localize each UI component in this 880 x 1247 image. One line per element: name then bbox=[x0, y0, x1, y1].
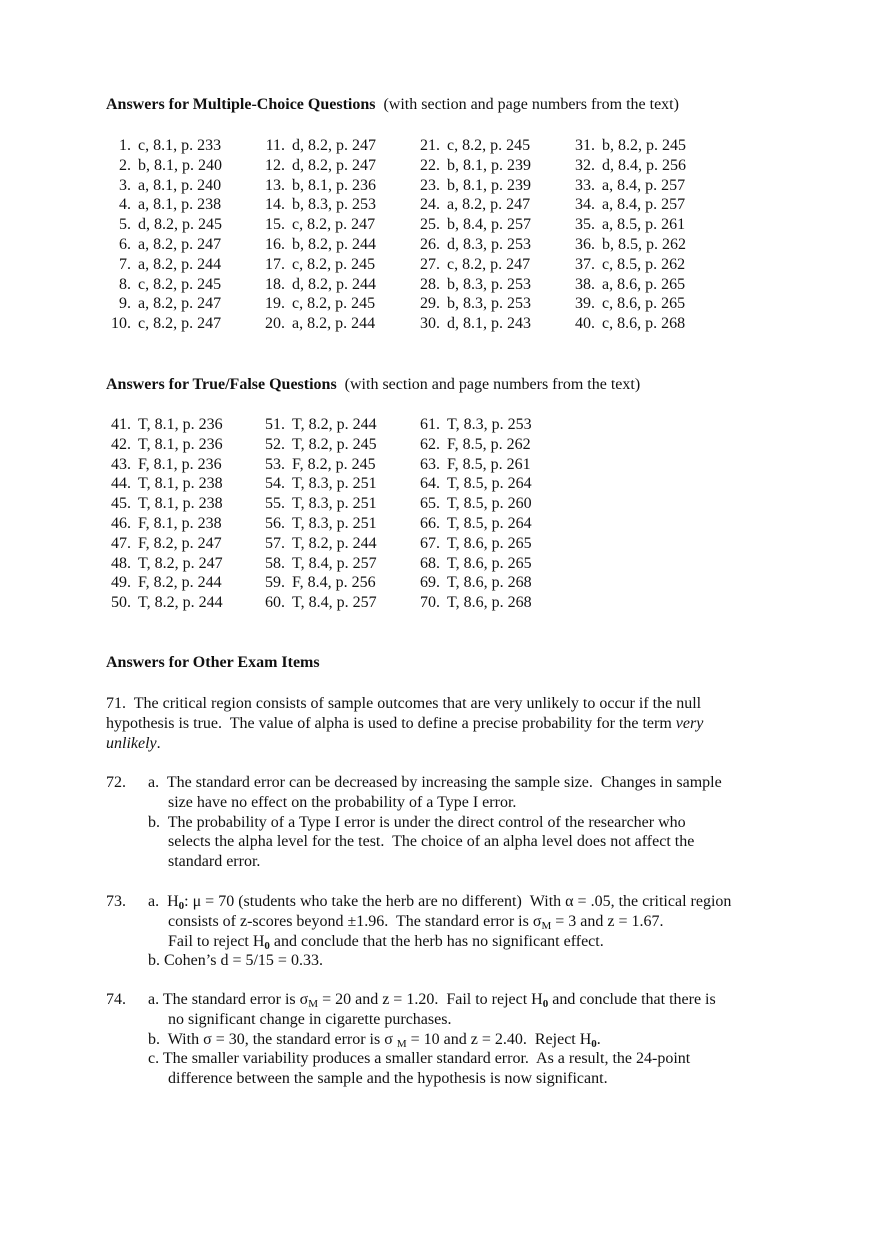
question-number: 50. bbox=[111, 594, 131, 612]
answer-text: a, 8.4, p. 257 bbox=[602, 176, 686, 194]
question-number: 65. bbox=[420, 495, 440, 513]
text-segment: a. The standard error can be decreased by increasing the sample size. Changes in sample bbox=[148, 774, 722, 791]
question-number: 48. bbox=[111, 554, 131, 572]
subscript: 0 bbox=[591, 1037, 597, 1050]
answer-text: F, 8.2, p. 247 bbox=[138, 534, 222, 552]
answer-row bbox=[570, 314, 686, 334]
text-segment: a. H bbox=[148, 893, 179, 910]
item-number: 74. bbox=[106, 991, 126, 1008]
answer-row bbox=[260, 474, 377, 494]
question-number: 69. bbox=[420, 574, 440, 592]
answer-text: F, 8.5, p. 262 bbox=[447, 435, 531, 453]
question-number: 14. bbox=[265, 196, 285, 214]
answer-text: T, 8.2, p. 244 bbox=[138, 594, 223, 612]
answer-row bbox=[260, 593, 377, 613]
text-segment: Fail to reject H bbox=[168, 932, 265, 950]
answer-text: a, 8.6, p. 265 bbox=[602, 275, 686, 293]
question-number: 42. bbox=[111, 435, 131, 453]
answer-text: d, 8.2, p. 247 bbox=[292, 156, 376, 174]
item-line bbox=[106, 852, 722, 872]
answer-text: c, 8.5, p. 262 bbox=[602, 255, 686, 273]
answer-text: b, 8.3, p. 253 bbox=[447, 295, 531, 313]
question-number: 20. bbox=[265, 315, 285, 333]
answer-row bbox=[106, 455, 223, 475]
text-segment: size have no effect on the probability of a Type I error. bbox=[168, 793, 517, 811]
text-segment: standard error. bbox=[168, 853, 261, 871]
subscript: 0 bbox=[542, 998, 549, 1010]
answer-text: F, 8.2, p. 245 bbox=[292, 455, 376, 473]
answer-text: T, 8.4, p. 257 bbox=[292, 554, 377, 572]
answer-text: c, 8.2, p. 245 bbox=[447, 137, 531, 154]
item-line bbox=[106, 1030, 716, 1050]
answer-text: T, 8.6, p. 268 bbox=[447, 594, 532, 612]
answer-text: a, 8.2, p. 247 bbox=[138, 235, 222, 253]
question-number: 22. bbox=[420, 156, 440, 174]
subscript: M bbox=[541, 919, 552, 932]
answer-text: d, 8.2, p. 244 bbox=[292, 275, 376, 293]
answer-text: F, 8.4, p. 256 bbox=[292, 574, 376, 592]
answer-row bbox=[260, 136, 376, 156]
text-segment: no significant change in cigarette purchases. bbox=[168, 1010, 452, 1028]
paragraph-line bbox=[106, 714, 703, 734]
text-segment: . bbox=[156, 734, 161, 752]
answer-item bbox=[106, 990, 716, 1089]
answer-row bbox=[106, 195, 222, 215]
answer-text: T, 8.3, p. 251 bbox=[292, 475, 377, 493]
answer-row bbox=[106, 593, 223, 613]
answer-text: T, 8.2, p. 245 bbox=[292, 435, 377, 453]
answer-row bbox=[415, 235, 531, 255]
answer-text: T, 8.5, p. 264 bbox=[447, 514, 532, 532]
answer-text: a, 8.2, p. 247 bbox=[447, 196, 531, 214]
answer-text: c, 8.2, p. 247 bbox=[138, 315, 222, 333]
question-number: 2. bbox=[119, 156, 131, 174]
answer-item bbox=[106, 892, 731, 971]
answer-row bbox=[415, 195, 531, 215]
tf-heading bbox=[106, 375, 640, 395]
item-line bbox=[106, 832, 722, 852]
item-line bbox=[106, 1010, 716, 1030]
answer-text: c, 8.2, p. 245 bbox=[292, 295, 376, 313]
question-number: 32. bbox=[575, 156, 595, 174]
answer-row bbox=[106, 136, 222, 156]
answer-text: a, 8.2, p. 247 bbox=[138, 295, 222, 313]
answer-text: T, 8.1, p. 238 bbox=[138, 495, 223, 513]
mc-column bbox=[260, 136, 376, 334]
answer-row bbox=[415, 514, 532, 534]
subscript: 0 bbox=[264, 939, 270, 952]
question-number: 55. bbox=[265, 495, 285, 513]
item-line bbox=[106, 951, 731, 971]
text-segment: b. The probability of a Type I error is under the direct control of the researcher who bbox=[148, 813, 686, 831]
answer-text: b, 8.1, p. 239 bbox=[447, 156, 531, 174]
other-heading: Answers for Other Exam Items bbox=[106, 654, 320, 671]
question-number: 18. bbox=[265, 275, 285, 293]
answer-row bbox=[260, 195, 376, 215]
text-segment: = 20 and z = 1.20. Fail to reject H bbox=[318, 991, 543, 1008]
answer-row bbox=[260, 294, 376, 314]
answer-row bbox=[570, 136, 686, 156]
question-number: 4. bbox=[119, 196, 131, 214]
item-number: 72. bbox=[106, 774, 126, 791]
answer-row bbox=[260, 275, 376, 295]
answer-text: c, 8.2, p. 245 bbox=[138, 275, 222, 293]
text-segment: and conclude that the herb has no significant effect. bbox=[269, 932, 604, 950]
answer-row bbox=[570, 215, 686, 235]
mc-heading-title: Answers for Multiple-Choice Questions bbox=[106, 96, 376, 113]
question-number: 15. bbox=[265, 216, 285, 234]
answer-row bbox=[106, 275, 222, 295]
answer-text: a, 8.4, p. 257 bbox=[602, 196, 686, 214]
answer-text: b, 8.2, p. 245 bbox=[602, 137, 686, 154]
answer-row bbox=[260, 455, 377, 475]
answer-text: b, 8.4, p. 257 bbox=[447, 216, 531, 234]
answer-row bbox=[415, 435, 532, 455]
answer-row bbox=[415, 415, 532, 435]
italic-text: unlikely bbox=[106, 734, 157, 752]
question-number: 64. bbox=[420, 475, 440, 493]
answer-row bbox=[106, 235, 222, 255]
answer-text: F, 8.2, p. 244 bbox=[138, 574, 222, 592]
item-71 bbox=[106, 694, 703, 753]
question-number: 59. bbox=[265, 574, 285, 592]
question-number: 36. bbox=[575, 235, 595, 253]
answer-row bbox=[106, 435, 223, 455]
answer-row bbox=[260, 156, 376, 176]
question-number: 19. bbox=[265, 295, 285, 313]
tf-column bbox=[415, 415, 532, 613]
question-number: 47. bbox=[111, 534, 131, 552]
question-number: 1. bbox=[119, 137, 131, 154]
text-segment: 71. The critical region consists of sample outcomes that are very unlikely to occur if the null bbox=[106, 695, 702, 712]
answer-row bbox=[260, 235, 376, 255]
answer-row bbox=[415, 534, 532, 554]
answer-row bbox=[570, 235, 686, 255]
answer-text: c, 8.2, p. 245 bbox=[292, 255, 376, 273]
question-number: 41. bbox=[111, 416, 131, 433]
text-segment: b. With σ = 30, the standard error is σ bbox=[148, 1030, 397, 1048]
question-number: 33. bbox=[575, 176, 595, 194]
item-line bbox=[106, 1069, 716, 1089]
answer-row bbox=[106, 176, 222, 196]
item-line bbox=[106, 990, 716, 1010]
answer-text: b, 8.1, p. 236 bbox=[292, 176, 376, 194]
answer-row bbox=[415, 573, 532, 593]
answer-text: d, 8.2, p. 247 bbox=[292, 137, 376, 154]
question-number: 3. bbox=[119, 176, 131, 194]
answer-text: d, 8.2, p. 245 bbox=[138, 216, 222, 234]
question-number: 60. bbox=[265, 594, 285, 612]
answer-text: d, 8.3, p. 253 bbox=[447, 235, 531, 253]
text-segment: = 10 and z = 2.40. Reject H bbox=[406, 1030, 592, 1048]
question-number: 63. bbox=[420, 455, 440, 473]
text-segment: difference between the sample and the hypothesis is now significant. bbox=[168, 1070, 608, 1088]
answer-text: T, 8.1, p. 236 bbox=[138, 435, 223, 453]
answer-row bbox=[260, 415, 377, 435]
subscript: M bbox=[396, 1037, 407, 1050]
question-number: 6. bbox=[119, 235, 131, 253]
answer-row bbox=[415, 294, 531, 314]
question-number: 57. bbox=[265, 534, 285, 552]
mc-column bbox=[570, 136, 686, 334]
question-number: 67. bbox=[420, 534, 440, 552]
item-line bbox=[106, 932, 731, 952]
question-number: 44. bbox=[111, 475, 131, 493]
answer-text: a, 8.5, p. 261 bbox=[602, 216, 686, 234]
answer-row bbox=[415, 176, 531, 196]
answer-row bbox=[106, 255, 222, 275]
answer-text: T, 8.4, p. 257 bbox=[292, 594, 377, 612]
answer-text: c, 8.6, p. 268 bbox=[602, 315, 686, 333]
question-number: 5. bbox=[119, 216, 131, 234]
answer-row bbox=[415, 494, 532, 514]
question-number: 52. bbox=[265, 435, 285, 453]
text-segment: and conclude that there is bbox=[548, 991, 716, 1008]
answer-text: c, 8.1, p. 233 bbox=[138, 137, 222, 154]
answer-text: T, 8.6, p. 265 bbox=[447, 534, 532, 552]
question-number: 37. bbox=[575, 255, 595, 273]
question-number: 40. bbox=[575, 315, 595, 333]
answer-item bbox=[106, 773, 722, 872]
answer-row bbox=[106, 554, 223, 574]
answer-row bbox=[260, 255, 376, 275]
mc-column bbox=[106, 136, 222, 334]
answer-row bbox=[415, 255, 531, 275]
answer-row bbox=[415, 136, 531, 156]
item-line bbox=[106, 1049, 716, 1069]
text-segment: = 3 and z = 1.67. bbox=[551, 912, 664, 930]
question-number: 9. bbox=[119, 295, 131, 313]
answer-text: T, 8.5, p. 264 bbox=[447, 475, 532, 493]
question-number: 27. bbox=[420, 255, 440, 273]
question-number: 29. bbox=[420, 295, 440, 313]
answer-row bbox=[260, 573, 377, 593]
question-number: 70. bbox=[420, 594, 440, 612]
answer-text: d, 8.1, p. 243 bbox=[447, 315, 531, 333]
answer-text: T, 8.2, p. 247 bbox=[138, 554, 223, 572]
answer-row bbox=[260, 176, 376, 196]
item-line bbox=[106, 773, 722, 793]
question-number: 13. bbox=[265, 176, 285, 194]
question-number: 68. bbox=[420, 554, 440, 572]
answer-row bbox=[415, 314, 531, 334]
question-number: 43. bbox=[111, 455, 131, 473]
text-segment: a. The standard error is σ bbox=[148, 991, 309, 1008]
answer-row bbox=[570, 176, 686, 196]
text-segment: : μ = 70 (students who take the herb are no different) With α = .05, the critical region bbox=[184, 893, 732, 910]
answer-row bbox=[260, 554, 377, 574]
answer-row bbox=[260, 534, 377, 554]
mc-heading-note: (with section and page numbers from the text) bbox=[383, 96, 679, 113]
subscript: M bbox=[308, 998, 319, 1010]
answer-text: T, 8.6, p. 268 bbox=[447, 574, 532, 592]
answer-text: b, 8.1, p. 240 bbox=[138, 156, 222, 174]
text-segment: c. The smaller variability produces a smaller standard error. As a result, the 24-point bbox=[148, 1050, 691, 1068]
answer-text: T, 8.2, p. 244 bbox=[292, 416, 377, 433]
answer-text: b, 8.2, p. 244 bbox=[292, 235, 376, 253]
answer-text: b, 8.3, p. 253 bbox=[447, 275, 531, 293]
answer-row bbox=[415, 554, 532, 574]
question-number: 35. bbox=[575, 216, 595, 234]
answer-row bbox=[106, 494, 223, 514]
question-number: 23. bbox=[420, 176, 440, 194]
answer-row bbox=[570, 275, 686, 295]
answer-text: d, 8.4, p. 256 bbox=[602, 156, 686, 174]
question-number: 46. bbox=[111, 514, 131, 532]
question-number: 45. bbox=[111, 495, 131, 513]
answer-row bbox=[106, 474, 223, 494]
question-number: 25. bbox=[420, 216, 440, 234]
question-number: 61. bbox=[420, 416, 440, 433]
answer-row bbox=[570, 255, 686, 275]
answer-row bbox=[106, 294, 222, 314]
answer-row bbox=[260, 494, 377, 514]
question-number: 12. bbox=[265, 156, 285, 174]
question-number: 53. bbox=[265, 455, 285, 473]
question-number: 26. bbox=[420, 235, 440, 253]
answer-text: a, 8.2, p. 244 bbox=[138, 255, 222, 273]
answer-row bbox=[106, 573, 223, 593]
text-segment: b. Cohen’s d = 5/15 = 0.33. bbox=[148, 952, 323, 970]
answer-text: c, 8.2, p. 247 bbox=[447, 255, 531, 273]
answer-row bbox=[570, 156, 686, 176]
question-number: 38. bbox=[575, 275, 595, 293]
answer-text: b, 8.5, p. 262 bbox=[602, 235, 686, 253]
answer-row bbox=[415, 474, 532, 494]
text-segment: selects the alpha level for the test. The choice of an alpha level does not affect the bbox=[168, 833, 695, 851]
answer-row bbox=[106, 415, 223, 435]
question-number: 21. bbox=[420, 137, 440, 154]
question-number: 17. bbox=[265, 255, 285, 273]
paragraph-line bbox=[106, 694, 703, 714]
question-number: 24. bbox=[420, 196, 440, 214]
item-line bbox=[106, 892, 731, 912]
question-number: 11. bbox=[265, 137, 285, 154]
mc-column bbox=[415, 136, 531, 334]
question-number: 28. bbox=[420, 275, 440, 293]
item-line bbox=[106, 813, 722, 833]
answer-row bbox=[106, 514, 223, 534]
italic-text: very bbox=[675, 714, 704, 732]
tf-column bbox=[106, 415, 223, 613]
answer-row bbox=[415, 156, 531, 176]
answer-row bbox=[570, 195, 686, 215]
answer-row bbox=[106, 156, 222, 176]
answer-text: T, 8.1, p. 236 bbox=[138, 416, 223, 433]
answer-text: F, 8.1, p. 238 bbox=[138, 514, 222, 532]
answer-text: F, 8.5, p. 261 bbox=[447, 455, 531, 473]
item-line bbox=[106, 793, 722, 813]
text-segment: consists of z-scores beyond ±1.96. The standard error is σ bbox=[168, 912, 542, 930]
answer-row bbox=[415, 215, 531, 235]
question-number: 49. bbox=[111, 574, 131, 592]
answer-text: a, 8.1, p. 238 bbox=[138, 196, 222, 214]
question-number: 31. bbox=[575, 137, 595, 154]
answer-row bbox=[570, 294, 686, 314]
answer-row bbox=[106, 534, 223, 554]
question-number: 16. bbox=[265, 235, 285, 253]
answer-text: a, 8.1, p. 240 bbox=[138, 176, 222, 194]
text-segment: hypothesis is true. The value of alpha is used to define a precise probability for the term bbox=[106, 714, 676, 732]
question-number: 51. bbox=[265, 416, 285, 433]
answer-row bbox=[260, 215, 376, 235]
answer-row bbox=[415, 275, 531, 295]
answer-text: a, 8.2, p. 244 bbox=[292, 315, 376, 333]
answer-row bbox=[415, 455, 532, 475]
question-number: 66. bbox=[420, 514, 440, 532]
question-number: 30. bbox=[420, 315, 440, 333]
question-number: 56. bbox=[265, 514, 285, 532]
question-number: 58. bbox=[265, 554, 285, 572]
answer-row bbox=[106, 215, 222, 235]
answer-row bbox=[260, 314, 376, 334]
item-line bbox=[106, 912, 731, 932]
answer-text: T, 8.1, p. 238 bbox=[138, 475, 223, 493]
subscript: 0 bbox=[178, 900, 185, 912]
question-number: 10. bbox=[111, 315, 131, 333]
question-number: 7. bbox=[119, 255, 131, 273]
answer-row bbox=[260, 514, 377, 534]
answer-text: b, 8.1, p. 239 bbox=[447, 176, 531, 194]
question-number: 34. bbox=[575, 196, 595, 214]
answer-text: T, 8.5, p. 260 bbox=[447, 495, 532, 513]
question-number: 62. bbox=[420, 435, 440, 453]
answer-text: c, 8.6, p. 265 bbox=[602, 295, 686, 313]
answer-text: F, 8.1, p. 236 bbox=[138, 455, 222, 473]
paragraph-line bbox=[106, 734, 703, 754]
text-segment: . bbox=[596, 1030, 601, 1048]
answer-row bbox=[106, 314, 222, 334]
answer-text: b, 8.3, p. 253 bbox=[292, 196, 376, 214]
item-number: 73. bbox=[106, 893, 126, 910]
answer-row bbox=[260, 435, 377, 455]
question-number: 8. bbox=[119, 275, 131, 293]
answer-text: T, 8.3, p. 251 bbox=[292, 495, 377, 513]
tf-heading-note: (with section and page numbers from the text) bbox=[344, 376, 641, 393]
question-number: 39. bbox=[575, 295, 595, 313]
mc-heading bbox=[106, 95, 679, 115]
answer-row bbox=[415, 593, 532, 613]
answer-text: T, 8.3, p. 253 bbox=[447, 416, 532, 433]
tf-heading-title: Answers for True/False Questions bbox=[106, 376, 337, 393]
answer-text: T, 8.3, p. 251 bbox=[292, 514, 377, 532]
tf-column bbox=[260, 415, 377, 613]
answer-text: c, 8.2, p. 247 bbox=[292, 216, 376, 234]
question-number: 54. bbox=[265, 475, 285, 493]
answer-text: T, 8.6, p. 265 bbox=[447, 554, 532, 572]
answer-text: T, 8.2, p. 244 bbox=[292, 534, 377, 552]
